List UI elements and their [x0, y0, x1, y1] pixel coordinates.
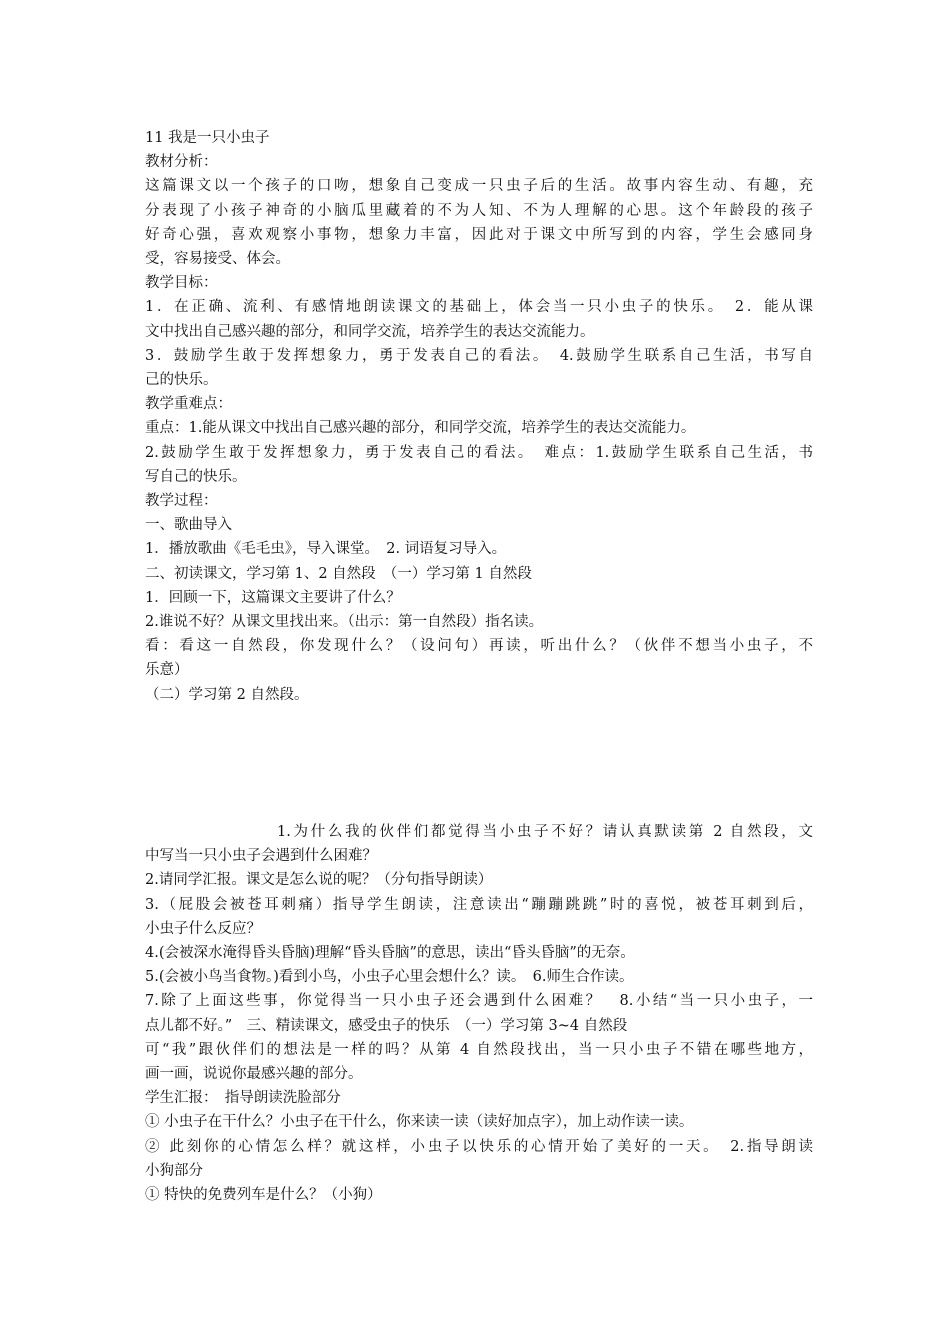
text-line: 3.（屁股会被苍耳刺痛）指导学生朗读，注意读出“蹦蹦跳跳”时的喜悦，被苍耳刺到后， [145, 896, 813, 913]
text-line: 画一画，说说你最感兴趣的部分。 [145, 1066, 363, 1083]
text-line: 1.为什么我的伙伴们都觉得当小虫子不好？请认真默读第 2 自然段，文 [277, 824, 813, 840]
text-line: 1．回顾一下，这篇课文主要讲了什么？ [145, 589, 401, 606]
text-line: 教学目标： [145, 275, 218, 292]
text-line: 教材分析： [145, 154, 218, 171]
text-line: ① 小虫子在干什么？小虫子在干什么，你来读一读（读好加点字），加上动作读一读。 [145, 1114, 694, 1131]
text-block-bottom [145, 820, 813, 1207]
text-line: 二、初读课文，学习第 1、2 自然段 （一）学习第 1 自然段 [145, 565, 532, 582]
text-line: 7.除了上面这些事，你觉得当一只小虫子还会遇到什么困难？ 8.小结“当一只小虫子，一 [145, 993, 813, 1010]
text-line: 2.鼓励学生敢于发挥想象力，勇于发表自己的看法。 难点：1.鼓励学生联系自己生活，书 [145, 444, 813, 461]
text-line: 文中找出自己感兴趣的部分，和同学交流，培养学生的表达交流能力。 [145, 323, 595, 340]
text-line: 小狗部分 [145, 1162, 203, 1179]
text-line: 3．鼓励学生敢于发挥想象力，勇于发表自己的看法。 4.鼓励学生联系自己生活，书写自 [145, 347, 813, 364]
text-line: ① 特快的免费列车是什么？（小狗） [145, 1187, 382, 1204]
text-line: 己的快乐。 [145, 372, 218, 389]
text-line: 看：看这一自然段，你发现什么？（设问句）再读，听出什么？（伙伴不想当小虫子，不 [145, 638, 813, 655]
text-line: 乐意） [145, 662, 189, 679]
text-line: 2.谁说不好？从课文里找出来。（出示：第一自然段）指名读。 [145, 614, 544, 631]
text-line: 好奇心强，喜欢观察小事物，想象力丰富，因此对于课文中所写到的内容，学生会感同身 [145, 226, 813, 243]
text-line: 一、歌曲导入 [145, 517, 232, 534]
text-line: 学生汇报： 指导朗读洗脸部分 [145, 1090, 341, 1107]
text-line: 11 我是一只小虫子 [145, 130, 270, 146]
text-line: 2.请同学汇报。课文是怎么说的呢？（分句指导朗读） [145, 872, 493, 889]
text-line: 5.(会被小鸟当食物。)看到小鸟，小虫子心里会想什么？读。 6.师生合作读。 [145, 969, 634, 986]
text-line: 小虫子什么反应？ [145, 920, 261, 937]
text-line: 分表现了小孩子神奇的小脑瓜里藏着的不为人知、不为人理解的心思。这个年龄段的孩子 [145, 202, 813, 219]
text-line: 点儿都不好。” 三、精读课文，感受虫子的快乐 （一）学习第 3~4 自然段 [145, 1017, 628, 1034]
text-line: 1．播放歌曲《毛毛虫》，导入课堂。 2. 词语复习导入。 [145, 541, 507, 558]
text-line: 4.(会被深水淹得昏头昏脑)理解“昏头昏脑”的意思，读出“昏头昏脑”的无奈。 [145, 945, 635, 962]
text-line: （二）学习第 2 自然段。 [145, 686, 309, 703]
text-line: 1．在正确、流利、有感情地朗读课文的基础上，体会当一只小虫子的快乐。 2．能从课 [145, 299, 813, 316]
text-line: 写自己的快乐。 [145, 468, 247, 485]
text-line: 教学重难点： [145, 396, 232, 413]
text-line: 教学过程： [145, 493, 218, 510]
text-block-top [145, 126, 813, 707]
text-line: ② 此刻你的心情怎么样？就这样，小虫子以快乐的心情开始了美好的一天。 2.指导朗读 [145, 1138, 813, 1155]
text-line: 这篇课文以一个孩子的口吻，想象自己变成一只虫子后的生活。故事内容生动、有趣，充 [145, 178, 813, 195]
text-line: 可“我”跟伙伴们的想法是一样的吗？从第 4 自然段找出，当一只小虫子不错在哪些地方， [145, 1041, 813, 1058]
text-line: 重点：1.能从课文中找出自己感兴趣的部分，和同学交流，培养学生的表达交流能力。 [145, 420, 696, 437]
text-line: 中写当一只小虫子会遇到什么困难？ [145, 848, 377, 865]
text-line: 受，容易接受、体会。 [145, 251, 290, 268]
